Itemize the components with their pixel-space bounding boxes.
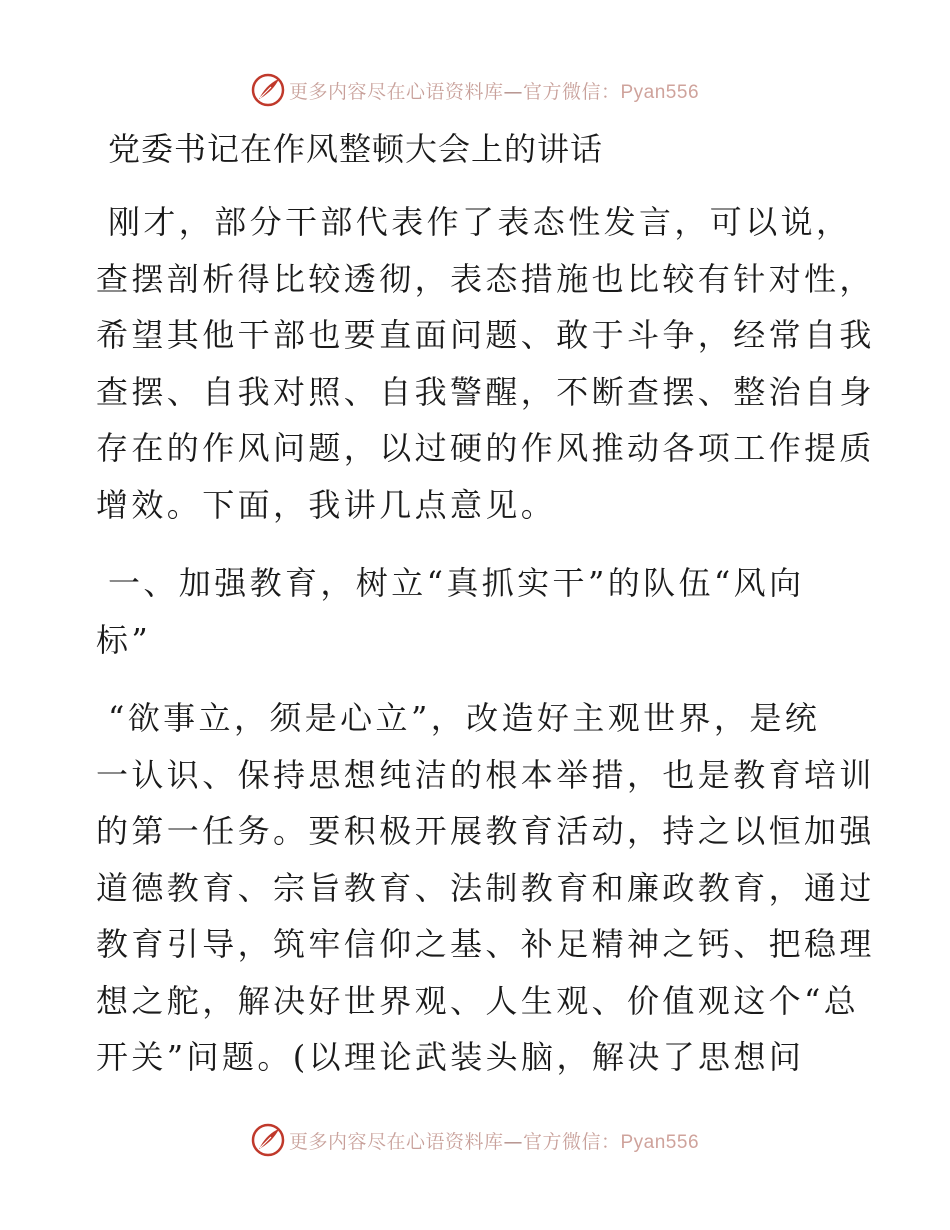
text-line: 道德教育、宗旨教育、法制教育和廉政教育，通过 (96, 868, 875, 907)
banner-caption (289, 77, 699, 104)
text-line: 查摆、自我对照、自我警醒，不断查摆、整治自身 (96, 372, 875, 411)
wechat-id: Pyan556 (620, 1131, 700, 1153)
quill-logo-icon (251, 73, 285, 107)
document-body (96, 120, 875, 1086)
site-name: 更多内容尽在心语资料库 (288, 1130, 504, 1153)
text-line: 标” (96, 620, 152, 659)
text-line: 一、加强教育，树立“真抓实干”的队伍“风向 (108, 564, 805, 602)
text-line: 查摆剖析得比较透彻，表态措施也比较有针对性， (96, 259, 875, 298)
document-title: 党委书记在作风整顿大会上的讲话 (108, 130, 604, 168)
wechat-id: Pyan556 (620, 81, 700, 103)
wechat-label: 官方微信： (522, 80, 621, 103)
text-line: 教育引导，筑牢信仰之基、补足精神之钙、把稳理 (96, 925, 875, 963)
text-line: “欲事立，须是心立”，改造好主观世界，是统 (108, 699, 821, 737)
wechat-label: 官方微信： (522, 1130, 621, 1153)
text-line: 希望其他干部也要直面问题、敢于斗争，经常自我 (96, 316, 875, 354)
text-line: 存在的作风问题，以过硬的作风推动各项工作提质 (96, 429, 875, 467)
text-line: 增效。下面，我讲几点意见。 (96, 485, 557, 524)
quill-logo-icon (251, 1123, 285, 1157)
banner-separator: — (503, 80, 523, 103)
banner-caption (289, 1127, 699, 1154)
text-line: 想之舵，解决好世界观、人生观、价值观这个“总 (96, 981, 860, 1020)
intro-paragraph (96, 194, 875, 533)
text-line: 一认识、保持思想纯洁的根本举措，也是教育培训 (96, 755, 875, 794)
section-paragraph (96, 690, 875, 1086)
site-name: 更多内容尽在心语资料库 (288, 80, 504, 103)
section-heading (96, 555, 850, 668)
text-line: 开关”问题。(以理论武装头脑，解决了思想问 (96, 1038, 805, 1076)
text-line: 刚才，部分干部代表作了表态性发言，可以说， (108, 203, 852, 241)
banner-separator: — (503, 1130, 523, 1153)
text-line: 的第一任务。要积极开展教育活动，持之以恒加强 (96, 812, 875, 850)
header-banner (0, 70, 950, 110)
footer-banner (0, 1120, 950, 1160)
